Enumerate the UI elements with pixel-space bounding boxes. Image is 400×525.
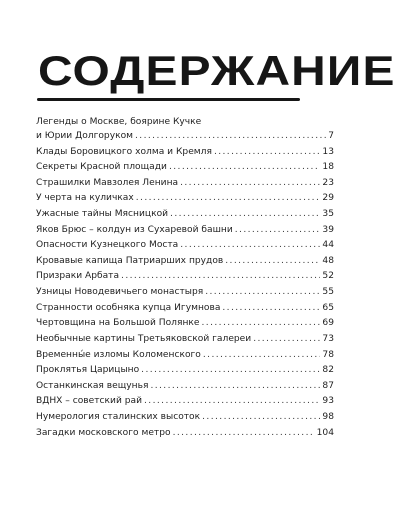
toc-entry-title: Проклятья Царицыно [36, 365, 140, 376]
toc-entry-title: ВДНХ – советский рай [36, 396, 143, 407]
toc-entry-page: 18 [322, 162, 334, 173]
toc-entry[interactable] [36, 190, 334, 206]
toc-entry-page: 23 [322, 177, 334, 188]
toc-leader-dots [253, 332, 320, 346]
toc-entry[interactable] [36, 330, 334, 346]
toc-entry-page: 69 [322, 318, 334, 329]
toc-entry-title: Останкинская вещунья [36, 380, 149, 391]
toc-entry-title: Временны́е изломы Коломенского [36, 349, 201, 360]
toc-entry-title: Страшилки Мавзолея Ленина [36, 177, 179, 188]
toc-entry-page: 39 [322, 224, 334, 235]
toc-leader-dots [121, 269, 320, 283]
toc-entry[interactable] [36, 205, 334, 221]
toc-leader-dots [150, 379, 320, 393]
toc-entry-title-line1: Легенды о Москве, боярине Кучке [36, 116, 202, 127]
toc-entry[interactable] [36, 424, 334, 440]
toc-leader-dots [222, 301, 320, 315]
toc-entry[interactable] [36, 283, 334, 299]
toc-entry[interactable] [36, 408, 334, 424]
toc-entry[interactable] [36, 159, 334, 175]
toc-entry-page: 73 [322, 333, 334, 344]
toc-entry-page: 93 [322, 396, 334, 407]
toc-leader-dots [205, 285, 320, 299]
toc-entry-title: Клады Боровицкого холма и Кремля [36, 146, 212, 157]
toc-entry[interactable] [36, 315, 334, 331]
toc-leader-dots [169, 160, 320, 174]
toc-entry[interactable] [36, 393, 334, 409]
toc-entry-title: Нумерология сталинских высоток [36, 411, 201, 422]
toc-entry[interactable] [36, 252, 334, 268]
toc-entry-title: Опасности Кузнецкого Моста [36, 240, 179, 251]
toc-leader-dots [180, 238, 320, 252]
toc-entry-page: 29 [322, 193, 334, 204]
toc-entry-page: 35 [322, 209, 334, 220]
toc-entry-page: 87 [322, 380, 334, 391]
toc-entry-title: У черта на куличках [36, 193, 134, 204]
toc-leader-dots [225, 254, 320, 268]
toc-entry[interactable] [36, 268, 334, 284]
toc-entry-title: Загадки московского метро [36, 427, 171, 438]
toc-leader-dots [202, 410, 320, 424]
page-title: СОДЕРЖАНИЕ [38, 47, 396, 94]
toc-leader-dots [235, 223, 321, 237]
toc-entry-title: Узницы Новодевичьего монастыря [36, 287, 204, 298]
toc-leader-dots [136, 191, 321, 205]
toc-entry-title: Яков Брюс – колдун из Сухаревой башни [36, 224, 233, 235]
toc-entry-page: 65 [322, 302, 334, 313]
toc-entry-page: 44 [322, 240, 334, 251]
toc-entry-page: 13 [322, 146, 334, 157]
toc-entry[interactable] [36, 362, 334, 378]
toc-entry[interactable] [36, 174, 334, 190]
toc-leader-dots [202, 316, 321, 330]
toc-entry-page: 82 [322, 365, 334, 376]
toc-entry-title: и Юрии Долгоруком [36, 131, 133, 141]
toc-entry[interactable] [36, 113, 334, 143]
toc-entry-page: 52 [322, 271, 334, 282]
toc-entry-page: 7 [328, 131, 334, 141]
toc-entry[interactable] [36, 143, 334, 159]
toc-entry[interactable] [36, 299, 334, 315]
toc-leader-dots [173, 426, 315, 440]
toc-leader-dots [180, 176, 320, 190]
toc-entry-title: Странности особняка купца Игумнова [36, 302, 221, 313]
toc-entry-page: 104 [316, 427, 334, 438]
table-of-contents [36, 113, 334, 440]
toc-leader-dots [170, 207, 320, 221]
toc-entry-title: Чертовщина на Большой Полянке [36, 318, 200, 329]
toc-leader-dots [135, 129, 326, 143]
toc-entry[interactable] [36, 221, 334, 237]
toc-entry-title: Ужасные тайны Мясницкой [36, 209, 169, 220]
toc-entry[interactable] [36, 346, 334, 362]
toc-entry-page: 55 [322, 287, 334, 298]
toc-entry-title: Секреты Красной площади [36, 162, 167, 173]
toc-entry-title: Необычные картины Третьяковской галереи [36, 333, 252, 344]
toc-entry-title: Призраки Арбата [36, 271, 120, 282]
toc-entry-page: 98 [322, 411, 334, 422]
title-underline [37, 98, 300, 101]
toc-leader-dots [144, 394, 320, 408]
toc-leader-dots [214, 145, 320, 159]
toc-entry-page: 48 [322, 255, 334, 266]
toc-entry[interactable] [36, 237, 334, 253]
toc-entry-page: 78 [322, 349, 334, 360]
toc-entry[interactable] [36, 377, 334, 393]
toc-leader-dots [141, 363, 320, 377]
toc-entry-title: Кровавые капища Патриарших прудов [36, 255, 224, 266]
toc-leader-dots [203, 348, 321, 362]
